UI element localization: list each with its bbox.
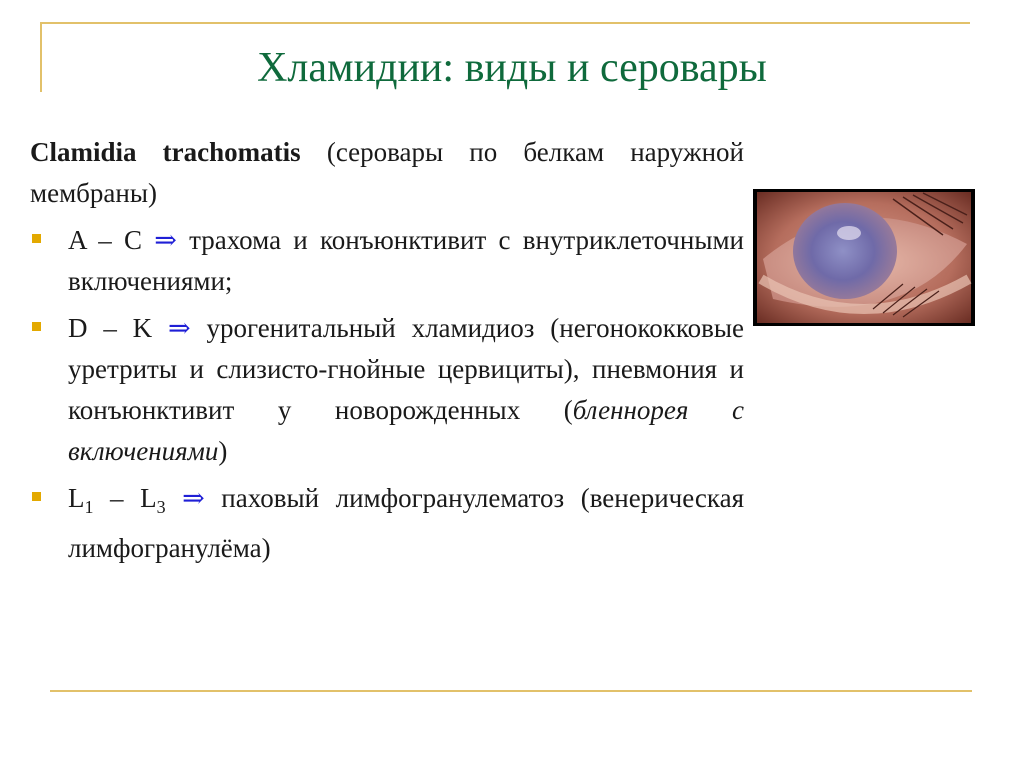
implies-arrow-icon: ⇒: [154, 225, 177, 255]
serovar-to: L: [140, 483, 157, 513]
item-text: паховый лимфогранулематоз (венерическая лимфогранулёма): [68, 483, 744, 563]
list-item: [30, 308, 744, 472]
dash: –: [87, 313, 133, 343]
item-text: трахома и конъюнктивит с внутриклеточными включениями;: [68, 225, 744, 296]
item-end: ): [218, 436, 228, 466]
dash: –: [93, 483, 141, 513]
serovar-from: L: [68, 483, 85, 513]
top-rule: [40, 22, 970, 24]
eye-illustration: [753, 189, 975, 326]
slide-body: [30, 132, 744, 575]
bullet-icon: [32, 234, 41, 243]
subscript: 3: [156, 497, 166, 517]
serovar-from: D: [68, 313, 88, 343]
slide-title: Хламидии: виды и серовары: [257, 45, 767, 91]
implies-arrow-icon: ⇒: [168, 313, 191, 343]
serovar-from: A: [68, 225, 87, 255]
eye-photo: [753, 189, 975, 326]
bullet-icon: [32, 492, 41, 501]
serovar-to: C: [123, 225, 142, 255]
list-item: [30, 220, 744, 302]
intro-text: (серовары по белкам наружной мембраны): [30, 137, 744, 208]
intro-paragraph: [30, 132, 744, 214]
italic-term: бленнорея с включениями: [68, 395, 744, 466]
bottom-rule: [50, 690, 972, 692]
species-name: Clamidia trachomatis: [30, 137, 301, 167]
dash: –: [86, 225, 124, 255]
bullet-icon: [32, 322, 41, 331]
item-text: урогенитальный хламидиоз (негонококковые уретриты и слизисто-гнойные цервициты), пневмония и конъюнктивит у новорожденных (: [68, 313, 745, 425]
serovar-to: K: [132, 313, 153, 343]
subscript: 1: [84, 497, 94, 517]
implies-arrow-icon: ⇒: [182, 483, 205, 513]
list-item: [30, 478, 744, 569]
